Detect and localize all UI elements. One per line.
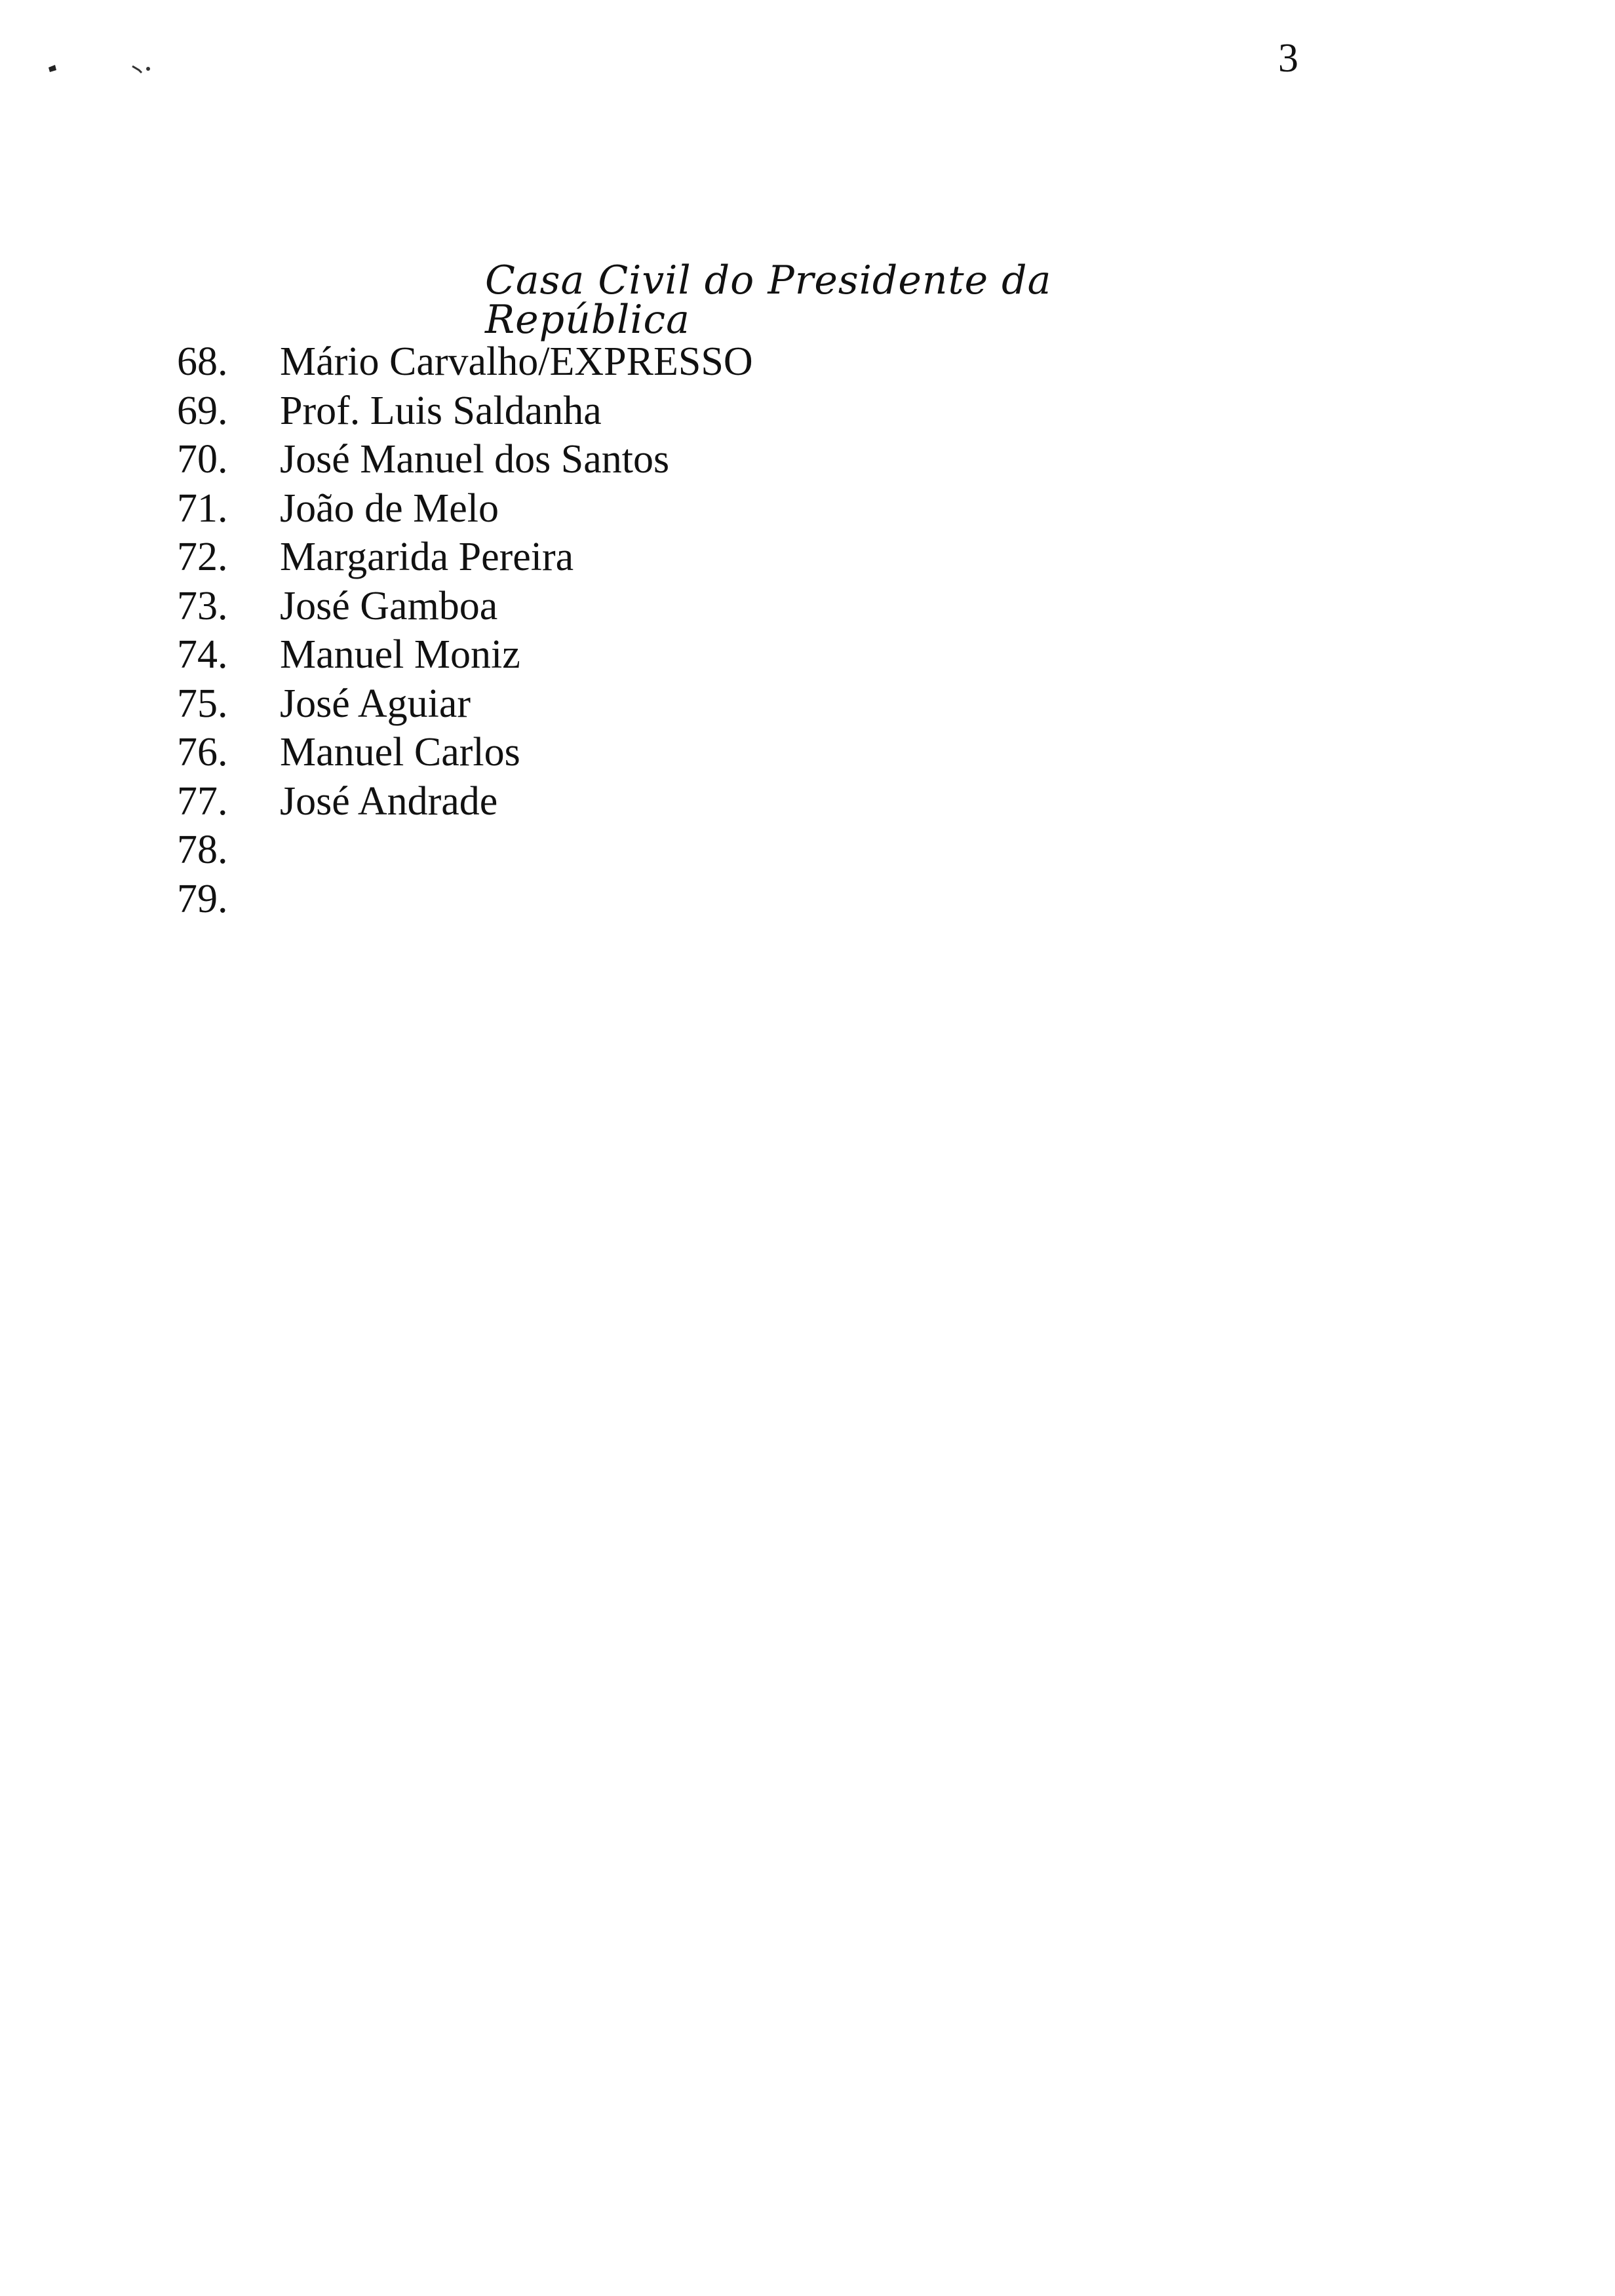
list-item-number: 76. bbox=[177, 730, 228, 775]
list-item bbox=[177, 875, 753, 924]
list-item-name: Manuel Carlos bbox=[280, 730, 520, 775]
list-item bbox=[177, 387, 753, 436]
list-item-number: 69. bbox=[177, 388, 228, 433]
list-item bbox=[177, 484, 753, 533]
list-item-name: José Andrade bbox=[280, 778, 498, 824]
list-item-name: Prof. Luis Saldanha bbox=[280, 388, 602, 433]
list-item bbox=[177, 533, 753, 582]
list-item bbox=[177, 435, 753, 484]
list-item bbox=[177, 630, 753, 679]
list-item-name: José Aguiar bbox=[280, 681, 471, 726]
list-item-number: 71. bbox=[177, 486, 228, 531]
list-item-name: Manuel Moniz bbox=[280, 632, 520, 678]
list-item bbox=[177, 777, 753, 826]
list-item-number: 75. bbox=[177, 681, 228, 726]
list-item-name: João de Melo bbox=[280, 486, 499, 531]
list-item-number: 79. bbox=[177, 876, 228, 921]
list-item bbox=[177, 582, 753, 631]
list-item-number: 74. bbox=[177, 632, 228, 678]
list-item-number: 70. bbox=[177, 437, 228, 482]
list-item-name: Mário Carvalho/EXPRESSO bbox=[280, 339, 753, 385]
list-item-number: 68. bbox=[177, 339, 228, 385]
list-item-number: 72. bbox=[177, 535, 228, 580]
page-number: 3 bbox=[1278, 36, 1298, 81]
list-item-name: José Manuel dos Santos bbox=[280, 437, 670, 482]
list-item bbox=[177, 337, 753, 387]
list-item-number: 73. bbox=[177, 583, 228, 628]
list-item-number: 78. bbox=[177, 828, 228, 873]
letterhead-title: Casa Civil do Presidente da República bbox=[485, 258, 1052, 343]
list-item-number: 77. bbox=[177, 778, 228, 824]
scan-artifact-marks bbox=[39, 56, 184, 95]
list-item bbox=[177, 679, 753, 729]
guest-name-list bbox=[177, 337, 753, 923]
list-item-name: Margarida Pereira bbox=[280, 535, 574, 580]
list-item bbox=[177, 728, 753, 777]
list-item bbox=[177, 826, 753, 875]
list-item-name: José Gamboa bbox=[280, 583, 498, 628]
